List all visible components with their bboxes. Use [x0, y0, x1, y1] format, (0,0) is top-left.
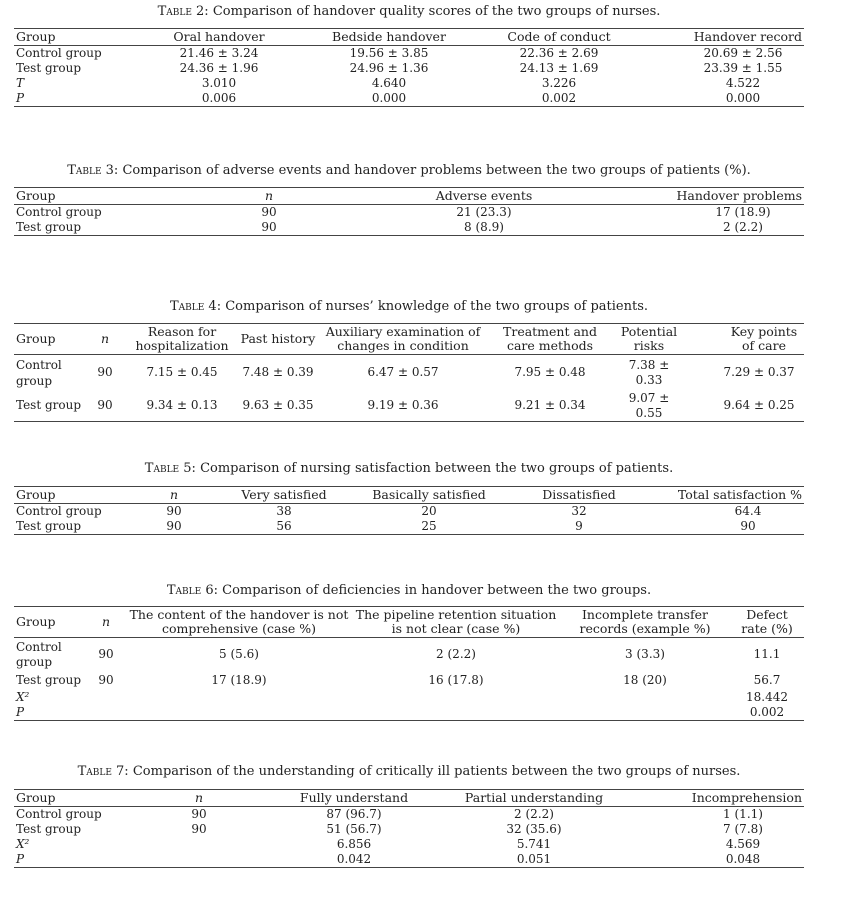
table-row	[14, 852, 804, 868]
table-5-caption-label: Table 5:	[144, 461, 196, 476]
table-cell: X²	[16, 689, 30, 704]
table-4-caption	[14, 299, 804, 314]
table-cell: 87 (96.7)	[326, 807, 382, 821]
table-2-header: Code of conduct	[507, 29, 611, 44]
table-cell: 90	[166, 519, 182, 533]
table-cell: 0.048	[725, 852, 761, 866]
table-cell: 20.69 ± 2.56	[703, 46, 783, 60]
table-2-caption-label: Table 2:	[157, 4, 209, 19]
table-cell: Control group	[16, 639, 62, 669]
table-6-grid	[14, 606, 804, 721]
table-cell: 9.21 ± 0.34	[514, 398, 586, 412]
table-cell: Control group	[16, 205, 102, 219]
table-cell: 24.96 ± 1.36	[349, 61, 429, 75]
table-cell: 56.7	[753, 673, 781, 687]
table-row	[14, 807, 804, 823]
table-cell	[134, 852, 264, 868]
table-2-caption	[14, 4, 804, 19]
table-cell: 21 (23.3)	[456, 205, 512, 219]
table-4-header: Reason for hospitalization	[135, 324, 229, 353]
table-row	[14, 205, 804, 221]
table-cell: 90	[261, 220, 277, 234]
table-cell: 7.38 ± 0.33	[628, 357, 670, 387]
table-7-header: Partial understanding	[464, 790, 604, 805]
table-4-header: n	[100, 331, 110, 346]
table-cell: 24.13 ± 1.69	[519, 61, 599, 75]
table-cell: X²	[16, 837, 30, 851]
table-cell: 64.4	[734, 504, 762, 518]
table-5-grid	[14, 486, 804, 535]
table-5-caption-text: Comparison of nursing satisfaction between the two groups of patients.	[200, 461, 674, 476]
table-cell: 18.442	[746, 689, 788, 704]
table-row	[14, 822, 804, 837]
table-row	[14, 672, 804, 690]
table-6-header: Incomplete transfer records (example %)	[579, 607, 711, 636]
table-6-caption-text: Comparison of deficiencies in handover between the two groups.	[222, 583, 652, 598]
table-cell: 56	[276, 519, 292, 533]
table-2-header: Bedside handover	[332, 29, 446, 44]
table-3-header: Group	[16, 188, 56, 203]
table-4-header: Potential risks	[620, 324, 678, 353]
table-3-caption-text: Comparison of adverse events and handover problems between the two groups of patients (%).	[122, 163, 751, 178]
table-3	[14, 162, 804, 236]
table-row	[14, 46, 804, 62]
table-cell	[352, 690, 560, 705]
table-cell: 7 (7.8)	[723, 822, 763, 836]
table-cell: 0.000	[725, 91, 761, 105]
table-row	[14, 61, 804, 76]
table-cell: 4.569	[725, 837, 761, 851]
table-4-header: Treatment and care methods	[503, 324, 597, 353]
table-5-header: Very satisfied	[241, 487, 327, 502]
table-row	[14, 355, 804, 391]
table-6-caption-label: Table 6:	[166, 583, 218, 598]
table-6-header: Defect rate (%)	[741, 607, 793, 636]
table-row	[14, 837, 804, 852]
table-7-caption	[14, 764, 804, 779]
table-cell: 90	[261, 205, 277, 219]
table-cell: 90	[98, 647, 114, 662]
table-7-header: Incomprehension	[691, 790, 802, 805]
table-cell: 6.856	[336, 837, 372, 851]
table-cell: 90	[166, 504, 182, 518]
table-cell: Control group	[16, 357, 62, 388]
table-cell: 9.07 ± 0.55	[628, 390, 670, 420]
table-row	[14, 638, 804, 672]
table-4-caption-text: Comparison of nurses’ knowledge of the two groups of patients.	[225, 299, 649, 314]
table-cell: Test group	[16, 519, 82, 533]
table-cell: 7.29 ± 0.37	[723, 365, 795, 380]
table-cell: 7.95 ± 0.48	[514, 365, 586, 380]
table-6-header: The pipeline retention situation is not clear (case %)	[355, 607, 557, 636]
table-5-header-row	[14, 487, 804, 504]
table-cell: Test group	[16, 822, 82, 836]
table-row	[14, 391, 804, 422]
table-7-header-row	[14, 790, 804, 807]
table-5-header: Dissatisfied	[542, 487, 616, 502]
table-7-caption-label: Table 7:	[77, 764, 129, 779]
table-row	[14, 519, 804, 535]
table-4-caption-label: Table 4:	[169, 299, 222, 314]
table-7-caption-text: Comparison of the understanding of critically ill patients between the two groups of nurses.	[132, 764, 741, 779]
table-cell: 7.15 ± 0.45	[146, 365, 218, 380]
table-cell: 51 (56.7)	[326, 822, 382, 836]
table-cell: 4.640	[371, 76, 407, 90]
table-cell: 19.56 ± 3.85	[349, 46, 429, 60]
table-cell: 24.36 ± 1.96	[179, 61, 259, 75]
table-row	[14, 690, 804, 705]
table-2-header: Oral handover	[173, 29, 265, 44]
table-cell	[134, 837, 264, 852]
table-cell	[126, 690, 352, 705]
table-cell: 16 (17.8)	[428, 673, 484, 687]
table-cell: 11.1	[753, 647, 781, 662]
table-cell: 9.34 ± 0.13	[146, 398, 218, 412]
table-cell: 3.010	[201, 76, 237, 90]
table-cell: 2 (2.2)	[723, 220, 763, 234]
table-cell	[352, 705, 560, 721]
table-6-header: n	[101, 614, 111, 629]
table-cell: 8 (8.9)	[464, 220, 504, 234]
table-cell: 0.002	[749, 704, 785, 719]
table-2-header: Group	[16, 29, 56, 44]
table-cell: 32	[571, 504, 587, 518]
table-5-header: Group	[16, 487, 56, 502]
table-cell: Test group	[16, 220, 82, 234]
table-cell: Test group	[16, 673, 82, 687]
table-cell: 0.051	[516, 852, 552, 866]
table-cell: 38	[276, 504, 292, 518]
table-5	[14, 461, 804, 535]
table-3-header: Handover problems	[676, 188, 802, 203]
table-3-header-row	[14, 188, 804, 205]
table-7-header: Group	[16, 790, 56, 805]
table-2-header-row	[14, 29, 804, 46]
table-6-header: Group	[16, 614, 56, 629]
table-cell: 9.64 ± 0.25	[723, 398, 795, 412]
table-7-header: Fully understand	[299, 790, 409, 805]
table-2-grid	[14, 28, 804, 107]
table-row	[14, 76, 804, 91]
table-cell: 17 (18.9)	[211, 673, 267, 687]
table-cell	[86, 690, 126, 705]
table-cell: P	[16, 852, 25, 866]
table-cell: 21.46 ± 3.24	[179, 46, 259, 60]
table-cell: T	[16, 76, 25, 90]
table-cell: 32 (35.6)	[506, 822, 562, 836]
table-cell: 6.47 ± 0.57	[367, 365, 439, 380]
table-cell: 90	[97, 365, 113, 380]
table-row	[14, 705, 804, 721]
table-4-header-row	[14, 324, 804, 355]
table-cell: 2 (2.2)	[514, 807, 554, 821]
table-6-caption	[14, 583, 804, 598]
table-4-header: Key points of care	[730, 324, 798, 353]
table-cell: 18 (20)	[623, 673, 667, 687]
table-7-grid	[14, 789, 804, 868]
table-cell: 23.39 ± 1.55	[703, 61, 783, 75]
table-cell	[126, 705, 352, 721]
table-6	[14, 583, 804, 721]
table-7-header: n	[194, 790, 204, 805]
table-cell: 7.48 ± 0.39	[242, 365, 314, 380]
table-cell: 22.36 ± 2.69	[519, 46, 599, 60]
table-row	[14, 504, 804, 520]
table-row	[14, 91, 804, 107]
table-cell: 25	[421, 519, 437, 533]
table-cell: 0.000	[371, 91, 407, 105]
table-4-header: Past history	[240, 331, 316, 346]
table-cell	[560, 705, 730, 721]
table-cell: 0.006	[201, 91, 237, 105]
table-cell: 9	[575, 519, 583, 533]
table-cell: Test group	[16, 61, 82, 75]
table-cell: 17 (18.9)	[715, 205, 771, 219]
table-cell: Test group	[16, 398, 82, 412]
table-cell: 1 (1.1)	[723, 807, 763, 821]
table-3-grid	[14, 187, 804, 236]
table-cell: 5 (5.6)	[219, 647, 259, 662]
table-cell: 9.63 ± 0.35	[242, 398, 314, 412]
table-6-header-row	[14, 607, 804, 638]
table-2	[14, 0, 804, 107]
table-cell: 90	[98, 673, 114, 687]
table-4-header: Group	[16, 331, 56, 346]
table-cell: 9.19 ± 0.36	[367, 398, 439, 412]
table-cell: 90	[191, 822, 207, 836]
table-cell: 5.741	[516, 837, 552, 851]
table-4	[14, 299, 804, 422]
table-7	[14, 764, 804, 868]
table-row	[14, 220, 804, 236]
table-3-caption-label: Table 3:	[67, 163, 119, 178]
table-4-grid	[14, 323, 804, 422]
table-4-header: Auxiliary examination of changes in condition	[325, 324, 481, 353]
table-3-header: n	[264, 188, 274, 203]
table-cell: 4.522	[725, 76, 761, 90]
table-cell: 3.226	[541, 76, 577, 90]
table-2-header: Handover record	[693, 29, 802, 44]
table-cell: P	[16, 91, 25, 105]
table-5-caption	[14, 461, 804, 476]
table-5-header: Basically satisfied	[372, 487, 486, 502]
table-3-header: Adverse events	[435, 188, 533, 203]
table-6-header: The content of the handover is not comprehensive (case %)	[129, 607, 349, 636]
table-cell: Control group	[16, 46, 102, 60]
table-cell: 0.002	[541, 91, 577, 105]
table-3-caption	[14, 163, 804, 178]
table-cell: 90	[740, 519, 756, 533]
table-cell: 0.042	[336, 852, 372, 866]
table-5-header: n	[169, 487, 179, 502]
table-cell: 90	[97, 398, 113, 412]
table-5-header: Total satisfaction %	[677, 487, 802, 502]
table-cell: 90	[191, 807, 207, 821]
table-cell: Control group	[16, 807, 102, 821]
table-cell	[560, 690, 730, 705]
table-cell: 3 (3.3)	[625, 647, 665, 662]
table-cell: P	[16, 704, 25, 719]
table-2-caption-text: Comparison of handover quality scores of the two groups of nurses.	[212, 4, 661, 19]
table-cell	[86, 705, 126, 721]
table-cell: 2 (2.2)	[436, 647, 476, 662]
table-cell: 20	[421, 504, 437, 518]
table-cell: Control group	[16, 504, 102, 518]
